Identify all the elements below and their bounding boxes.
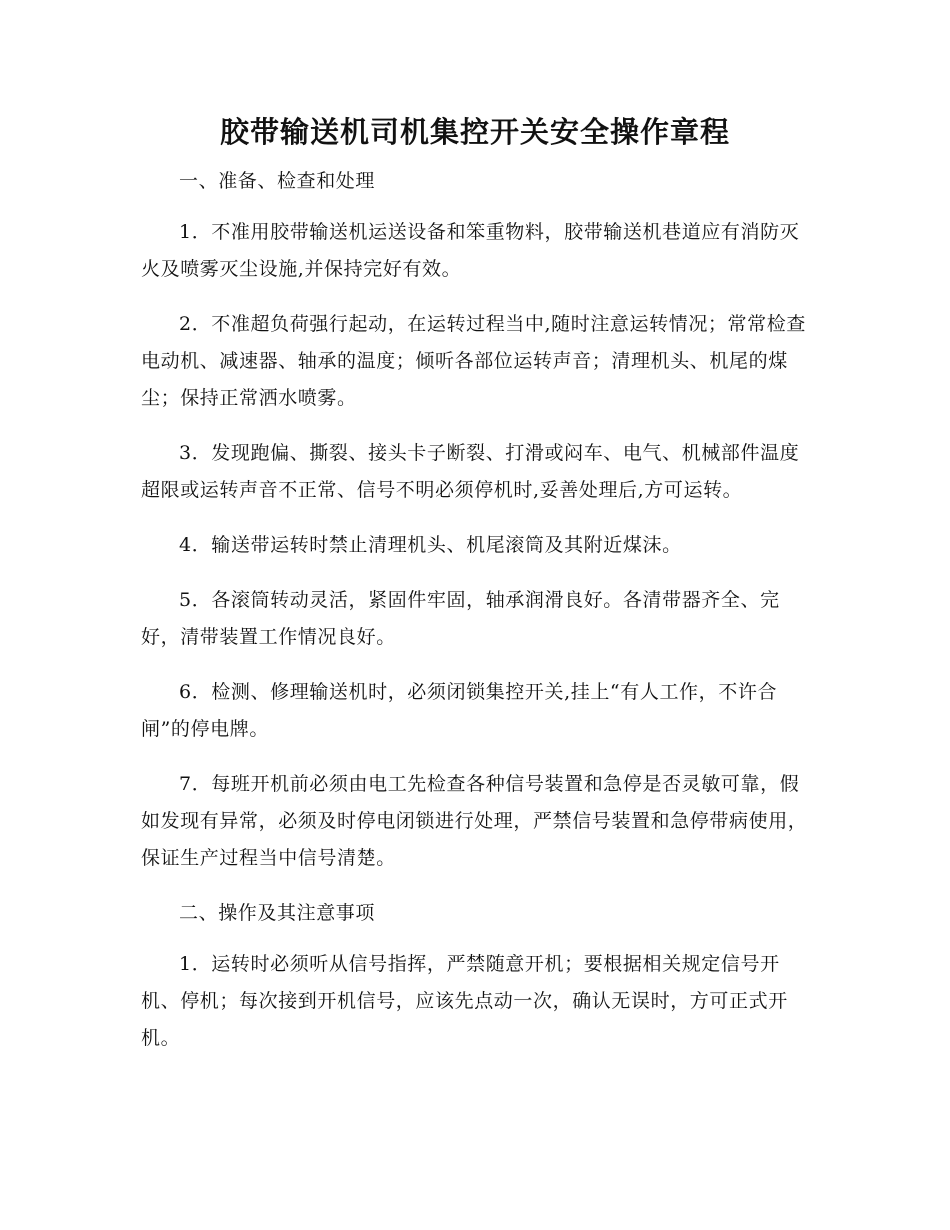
paragraph-1-2: 2．不准超负荷强行起动，在运转过程当中,随时注意运转情况；常常检查电动机、减速器、轴承的温度；倾听各部位运转声音；清理机头、机尾的煤尘；保持正常洒水喷雾。 (141, 313, 806, 409)
section-heading-1: 一、准备、检查和处理 (179, 170, 376, 192)
paragraph-1-4: 4．输送带运转时禁止清理机头、机尾滚筒及其附近煤沫。 (179, 534, 682, 556)
paragraph-1-3: 3．发现跑偏、撕裂、接头卡子断裂、打滑或闷车、电气、机械部件温度超限或运转声音不正常、信号不明必须停机时,妥善处理后,方可运转。 (141, 442, 800, 501)
document-title: 胶带输送机司机集控开关安全操作章程 (219, 115, 730, 149)
paragraph-1-1: 1．不准用胶带输送机运送设备和笨重物料，胶带输送机巷道应有消防灭火及喷雾灭尘设施,并保持完好有效。 (141, 221, 800, 280)
document-body (141, 163, 809, 1075)
paragraph-1-6: 6．检测、修理输送机时，必须闭锁集控开关,挂上“有人工作，不许合闸”的停电牌。 (141, 681, 778, 740)
paragraph-1-5: 5．各滚筒转动灵活，紧固件牢固，轴承润滑良好。各清带器齐全、完好，清带装置工作情况良好。 (141, 589, 780, 648)
section-heading-2: 二、操作及其注意事项 (179, 902, 376, 924)
paragraph-1-7: 7．每班开机前必须由电工先检查各种信号装置和急停是否灵敏可靠，假如发现有异常，必须及时停电闭锁进行处理，严禁信号装置和急停带病使用，保证生产过程当中信号清楚。 (141, 773, 808, 869)
paragraph-2-1: 1．运转时必须听从信号指挥，严禁随意开机；要根据相关规定信号开机、停机；每次接到开机信号，应该先点动一次，确认无误时，方可正式开机。 (141, 953, 788, 1049)
